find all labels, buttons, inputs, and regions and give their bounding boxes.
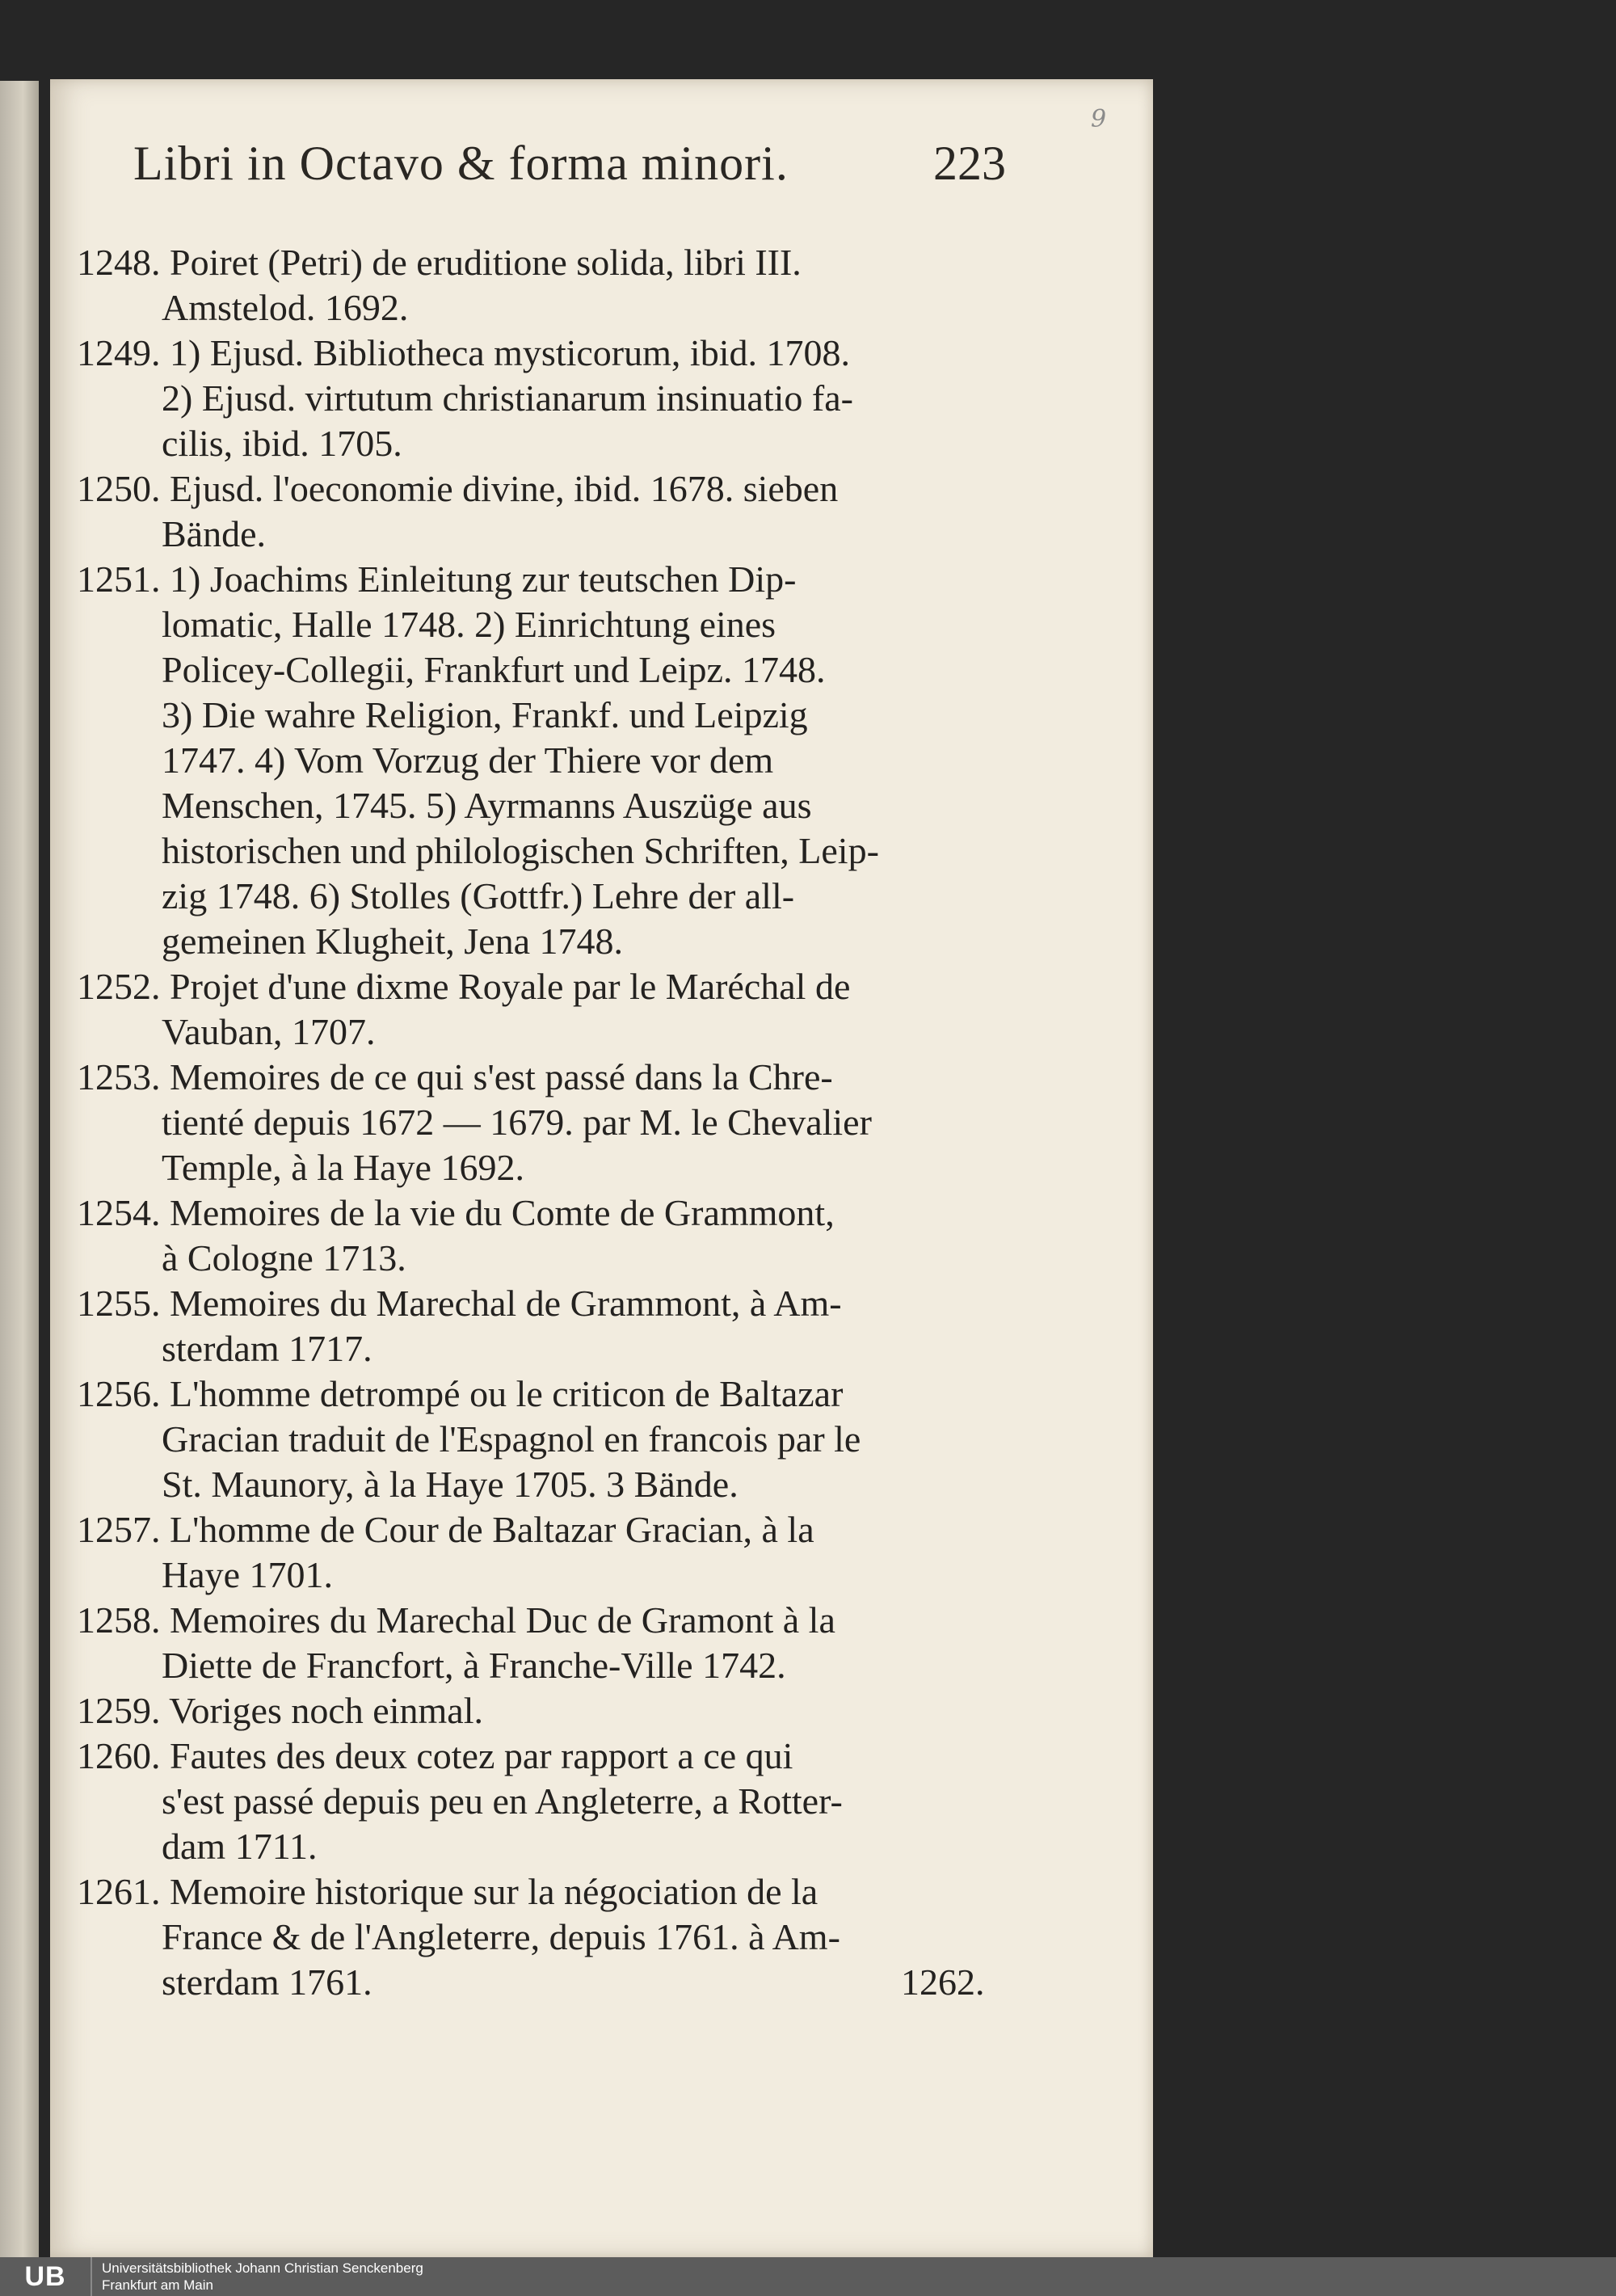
entry-line-continuation: dam 1711. xyxy=(162,1826,318,1867)
library-footer xyxy=(0,2257,1616,2296)
entry-line-continuation: historischen und philologischen Schriften, Leip- xyxy=(162,830,879,871)
entry-line-first: 1258. Memoires du Marechal Duc de Gramont à la xyxy=(77,1599,835,1641)
entry-line-first: 1254. Memoires de la vie du Comte de Grammont, xyxy=(77,1192,835,1233)
entry-line-first: 1257. L'homme de Cour de Baltazar Gracian, à la xyxy=(77,1509,814,1550)
page-number: 223 xyxy=(933,137,1006,190)
entry-line-continuation: sterdam 1717. xyxy=(162,1328,372,1369)
entry-line-first: 1256. L'homme detrompé ou le criticon de Baltazar xyxy=(77,1373,844,1414)
entry-line-first: 1255. Memoires du Marechal de Grammont, à Am- xyxy=(77,1283,842,1324)
entry-line-continuation: Temple, à la Haye 1692. xyxy=(162,1147,524,1188)
entry-line-continuation: 1747. 4) Vom Vorzug der Thiere vor dem xyxy=(162,739,774,781)
entry-line-continuation: sterdam 1761. xyxy=(162,1961,372,2003)
entry-line-continuation: Amstelod. 1692. xyxy=(162,287,409,328)
entry-line-continuation: s'est passé depuis peu en Angleterre, a Rotter- xyxy=(162,1780,843,1822)
entry-line-continuation: gemeinen Klugheit, Jena 1748. xyxy=(162,921,624,962)
entry-line-continuation: Vauban, 1707. xyxy=(162,1011,376,1052)
entry-line-continuation: tienté depuis 1672 — 1679. par M. le Chevalier xyxy=(162,1102,872,1143)
adjacent-page-edge xyxy=(0,81,39,2263)
entry-line-continuation: Haye 1701. xyxy=(162,1554,334,1595)
entry-line-continuation: à Cologne 1713. xyxy=(162,1237,406,1279)
entry-line-continuation: Diette de Francfort, à Franche-Ville 1742. xyxy=(162,1645,786,1686)
library-name-line-2: Frankfurt am Main xyxy=(102,2277,213,2293)
entry-line-continuation: 2) Ejusd. virtutum christianarum insinuatio fa- xyxy=(162,377,853,419)
library-logo: UB xyxy=(0,2257,92,2296)
entry-line-continuation: 3) Die wahre Religion, Frankf. und Leipzig xyxy=(162,694,808,735)
entry-line-continuation: France & de l'Angleterre, depuis 1761. à Am- xyxy=(162,1916,840,1957)
catchword: 1262. xyxy=(901,1961,985,2003)
entry-line-continuation: Policey-Collegii, Frankfurt und Leipz. 1748. xyxy=(162,649,826,690)
entry-line-continuation: cilis, ibid. 1705. xyxy=(162,423,402,464)
entry-line-first: 1249. 1) Ejusd. Bibliotheca mysticorum, ibid. 1708. xyxy=(77,332,850,373)
entry-line-continuation: Bände. xyxy=(162,513,267,554)
entry-line-first: 1259. Voriges noch einmal. xyxy=(77,1690,483,1731)
entry-line-first: 1253. Memoires de ce qui s'est passé dans la Chre- xyxy=(77,1056,833,1097)
folio-mark: 9 xyxy=(1091,105,1107,133)
library-name xyxy=(92,2260,423,2294)
entry-line-first: 1261. Memoire historique sur la négociation de la xyxy=(77,1871,819,1912)
entry-line-first: 1252. Projet d'une dixme Royale par le Maréchal de xyxy=(77,966,851,1007)
entry-line-continuation: St. Maunory, à la Haye 1705. 3 Bände. xyxy=(162,1464,739,1505)
entry-line-first: 1248. Poiret (Petri) de eruditione solida, libri III. xyxy=(77,242,802,283)
entry-line-continuation: Gracian traduit de l'Espagnol en francois par le xyxy=(162,1418,861,1460)
running-header xyxy=(133,136,1006,192)
entry-line-continuation: lomatic, Halle 1748. 2) Einrichtung eines xyxy=(162,604,776,645)
entry-line-first: 1251. 1) Joachims Einleitung zur teutschen Dip- xyxy=(77,558,797,600)
entry-line-continuation: zig 1748. 6) Stolles (Gottfr.) Lehre der all- xyxy=(162,875,795,916)
header-title: Libri in Octavo & forma minori. xyxy=(133,137,789,190)
library-name-line-1: Universitätsbibliothek Johann Christian Senckenberg xyxy=(102,2260,423,2276)
entry-line-first: 1250. Ejusd. l'oeconomie divine, ibid. 1678. sieben xyxy=(77,468,839,509)
entry-line-continuation: Menschen, 1745. 5) Ayrmanns Auszüge aus xyxy=(162,785,812,826)
entry-line-first: 1260. Fautes des deux cotez par rapport a ce qui xyxy=(77,1735,793,1776)
